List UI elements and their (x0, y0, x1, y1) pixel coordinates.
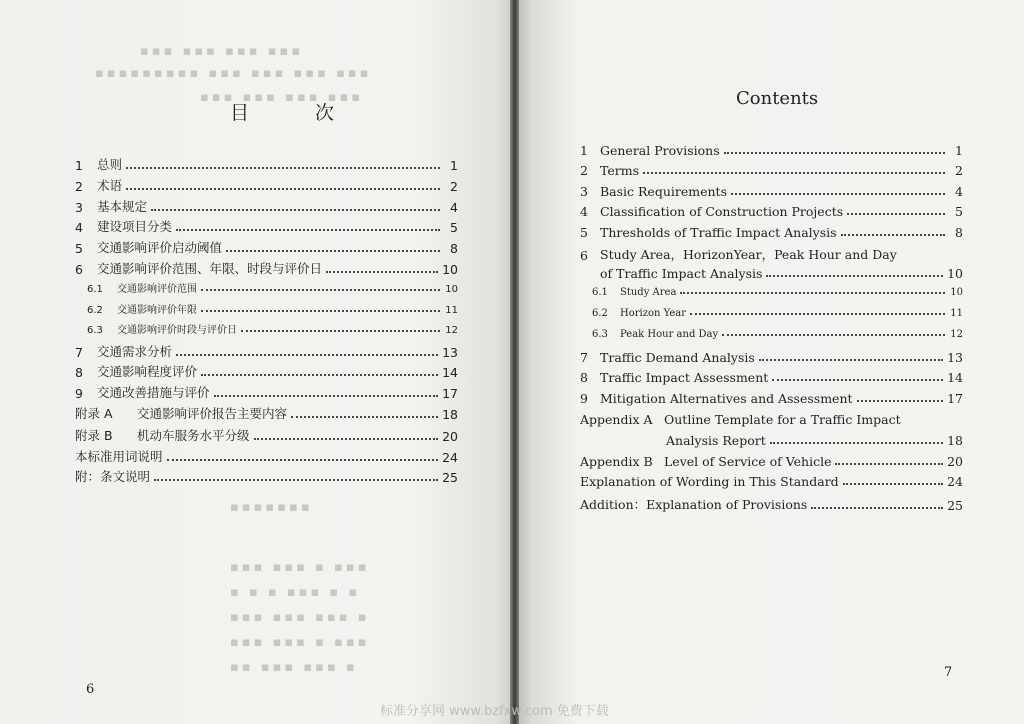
toc-entry-number: 6.2 (592, 308, 608, 319)
toc-entry (580, 184, 963, 199)
toc-entry-label: 附：条文说明 (75, 469, 151, 484)
toc-entry-page: 5 (450, 220, 458, 235)
toc-leader-dots (847, 213, 945, 215)
toc-entry-label: Traffic Demand Analysis (600, 350, 755, 365)
page-number-left: 6 (86, 682, 95, 697)
toc-entry-label: Traffic Impact Assessment (600, 370, 769, 385)
toc-entry-number: 5 (75, 241, 83, 256)
toc-leader-dots (643, 172, 945, 174)
toc-entry (580, 163, 963, 178)
toc-entry (592, 287, 963, 298)
toc-entry-label: Level of Service of Vehicle (664, 454, 832, 469)
toc-entry-page: 24 (947, 474, 963, 489)
toc-entry-page: 20 (442, 429, 458, 444)
toc-entry-page: 24 (442, 450, 458, 465)
toc-entry-page: 10 (947, 266, 963, 281)
toc-entry (580, 245, 963, 263)
toc-entry-page: 25 (947, 498, 963, 513)
toc-entry-page: 1 (450, 158, 458, 173)
toc-entry-number: 6 (580, 248, 588, 263)
toc-entry-label: 本标准用词说明 (75, 449, 163, 464)
toc-leader-dots (759, 359, 943, 361)
toc-leader-dots (326, 271, 438, 273)
toc-entry-label: 交通影响评价范围、年限、时段与评价日 (97, 261, 323, 276)
toc-leader-dots (214, 395, 439, 397)
toc-entry-label: 交通影响评价年限 (117, 305, 197, 316)
watermark-text: 标准分享网 www.bzfxw.com 免费下载 (380, 704, 609, 719)
toc-leader-dots (766, 275, 943, 277)
toc-entry-number: 4 (580, 204, 588, 219)
toc-entry (75, 155, 458, 173)
toc-entry-label: Outline Template for a Traffic Impact (664, 412, 901, 427)
toc-entry-label: 总则 (97, 157, 123, 172)
toc-entry-label: General Provisions (600, 143, 720, 158)
toc-entry-page: 14 (442, 365, 458, 380)
toc-title-chinese: 目 次 (230, 102, 365, 124)
toc-leader-dots (226, 250, 440, 252)
toc-entry (75, 467, 458, 485)
toc-entry-page: 1 (955, 143, 963, 158)
toc-entry-number: 2 (75, 179, 83, 194)
toc-leader-dots (254, 438, 439, 440)
toc-entry (75, 217, 458, 235)
toc-entry-page: 10 (442, 262, 458, 277)
toc-entry (592, 329, 963, 340)
toc-entry-label: of Traffic Impact Analysis (600, 266, 763, 281)
toc-entry-number: 9 (75, 386, 83, 401)
book-spine (510, 0, 519, 724)
toc-entry-page: 4 (450, 200, 458, 215)
toc-entry (87, 321, 458, 336)
toc-entry (580, 391, 963, 406)
toc-entry-page: 11 (445, 305, 458, 316)
toc-entry-label: 交通影响评价时段与评价日 (117, 325, 237, 336)
toc-entry-page: 5 (955, 204, 963, 219)
bleed-through-ghost: ▪▪▪ ▪▪▪ ▪ ▪▪▪ (230, 560, 370, 575)
toc-entry (75, 362, 458, 380)
toc-entry (75, 404, 458, 422)
bleed-through-ghost: ▪▪▪▪▪▪▪▪▪ ▪▪▪ ▪▪▪ ▪▪▪ ▪▪▪ (95, 66, 372, 81)
toc-entry-page: 12 (950, 329, 963, 340)
toc-entry-label: 交通改善措施与评价 (97, 385, 210, 400)
toc-entry (75, 176, 458, 194)
toc-entry-number: 1 (580, 143, 588, 158)
toc-entry-page: 11 (950, 308, 963, 319)
toc-entry-page: 10 (950, 287, 963, 298)
toc-entry-number: Appendix A (580, 412, 653, 427)
toc-leader-dots (680, 292, 945, 294)
toc-entry-page: 20 (947, 454, 963, 469)
toc-entry-label: Peak Hour and Day (620, 329, 719, 340)
toc-entry-number: 1 (75, 158, 83, 173)
toc-leader-dots (811, 507, 943, 509)
toc-entry-page: 14 (947, 370, 963, 385)
toc-entry-number: 2 (580, 163, 588, 178)
page-number-right: 7 (944, 665, 953, 680)
toc-entry-label: Addition：Explanation of Provisions (580, 497, 808, 512)
toc-entry-page: 2 (955, 163, 963, 178)
bleed-through-ghost: ▪▪▪ ▪▪▪ ▪▪▪ ▪ (230, 610, 370, 625)
toc-leader-dots (843, 483, 943, 485)
toc-entry-number: 7 (75, 345, 83, 360)
toc-entry-page: 8 (450, 241, 458, 256)
toc-entry-label: 交通需求分析 (97, 344, 173, 359)
toc-leader-dots (201, 374, 438, 376)
toc-leader-dots (201, 289, 440, 291)
toc-entry-number: 6.2 (87, 305, 103, 316)
toc-leader-dots (690, 313, 945, 315)
toc-entry-number: 5 (580, 225, 588, 240)
toc-entry-page: 13 (442, 345, 458, 360)
toc-leader-dots (126, 167, 440, 169)
toc-leader-dots (126, 188, 440, 190)
toc-entry-number: 3 (580, 184, 588, 199)
toc-entry (75, 383, 458, 401)
bleed-through-ghost: ▪▪▪▪▪▪▪ (230, 500, 313, 515)
toc-entry-number: 7 (580, 350, 588, 365)
toc-entry (580, 474, 963, 489)
toc-entry-number: 附录 B (75, 428, 113, 443)
toc-entry (592, 308, 963, 319)
toc-entry (75, 238, 458, 256)
toc-entry-page: 12 (445, 325, 458, 336)
toc-entry (580, 454, 963, 469)
toc-entry-label: Thresholds of Traffic Impact Analysis (600, 225, 837, 240)
toc-entry-number: 6.1 (592, 287, 608, 298)
toc-entry-page: 8 (955, 225, 963, 240)
toc-entry-number: 4 (75, 220, 83, 235)
toc-entry-label: Classification of Construction Projects (600, 204, 844, 219)
toc-entry-label: Terms (600, 163, 640, 178)
toc-entry-number: 8 (75, 365, 83, 380)
toc-entry (87, 280, 458, 295)
toc-entry-label: 交通影响评价范围 (117, 284, 197, 295)
toc-entry-label: 术语 (97, 178, 123, 193)
toc-leader-dots (724, 152, 945, 154)
toc-leader-dots (241, 330, 440, 332)
toc-entry-label: Basic Requirements (600, 184, 727, 199)
toc-leader-dots (722, 334, 945, 336)
toc-entry (75, 197, 458, 215)
toc-title-english: Contents (736, 88, 819, 109)
toc-entry-number: Appendix B (580, 454, 653, 469)
toc-entry-label: 交通影响程度评价 (97, 364, 198, 379)
toc-entry-page: 13 (947, 350, 963, 365)
toc-entry-page: 17 (947, 391, 963, 406)
toc-leader-dots (835, 463, 943, 465)
toc-entry (580, 350, 963, 365)
toc-leader-dots (772, 379, 943, 381)
toc-leader-dots (176, 354, 438, 356)
toc-entry-number: 6.3 (592, 329, 608, 340)
toc-leader-dots (176, 229, 440, 231)
toc-entry-label: 交通影响评价启动阈值 (97, 240, 223, 255)
toc-entry-label: Study Area，HorizonYear，Peak Hour and Day (600, 247, 897, 262)
toc-entry-label: 建设项目分类 (97, 219, 173, 234)
toc-entry-page: 18 (947, 433, 963, 448)
toc-entry (580, 433, 963, 448)
toc-entry-page: 18 (442, 407, 458, 422)
toc-leader-dots (154, 479, 438, 481)
toc-entry-page: 17 (442, 386, 458, 401)
toc-entry-number: 6 (75, 262, 83, 277)
toc-entry-label: 基本规定 (97, 199, 148, 214)
bleed-through-ghost: ▪▪▪ ▪▪▪ ▪▪▪ ▪▪▪ (140, 44, 304, 59)
toc-entry (580, 266, 963, 281)
toc-entry (580, 495, 963, 513)
toc-entry-page: 2 (450, 179, 458, 194)
toc-entry (87, 301, 458, 316)
toc-entry-label: Study Area (620, 287, 677, 298)
toc-entry (75, 426, 458, 444)
toc-entry (75, 342, 458, 360)
toc-entry-number: 6.3 (87, 325, 103, 336)
toc-leader-dots (770, 442, 943, 444)
toc-entry (580, 370, 963, 385)
toc-entry (580, 143, 963, 158)
toc-leader-dots (151, 209, 440, 211)
toc-entry-label: Explanation of Wording in This Standard (580, 474, 839, 489)
toc-entry-label: Horizon Year (620, 308, 687, 319)
toc-leader-dots (167, 459, 439, 461)
bleed-through-ghost: ▪▪ ▪▪▪ ▪▪▪ ▪ (230, 660, 358, 675)
toc-entry-number: 6.1 (87, 284, 103, 295)
bleed-through-ghost: ▪ ▪ ▪ ▪▪▪ ▪ ▪ (230, 585, 361, 600)
toc-entry-label: 机动车服务水平分级 (137, 428, 250, 443)
toc-entry-label: Mitigation Alternatives and Assessment (600, 391, 853, 406)
toc-entry (75, 447, 458, 465)
toc-entry (580, 412, 963, 427)
toc-leader-dots (731, 193, 945, 195)
toc-entry-label: 交通影响评价报告主要内容 (137, 406, 288, 421)
toc-entry-page: 10 (445, 284, 458, 295)
toc-entry-page: 25 (442, 470, 458, 485)
toc-leader-dots (857, 400, 944, 402)
bleed-through-ghost: ▪▪▪ ▪▪▪ ▪ ▪▪▪ (230, 635, 370, 650)
toc-entry (580, 204, 963, 219)
toc-leader-dots (841, 234, 945, 236)
toc-leader-dots (291, 416, 438, 418)
toc-entry-label: Analysis Report (666, 433, 766, 448)
toc-entry-number: 8 (580, 370, 588, 385)
toc-entry-number: 3 (75, 200, 83, 215)
toc-leader-dots (201, 310, 440, 312)
toc-entry (580, 225, 963, 240)
toc-entry-number: 附录 A (75, 406, 113, 421)
toc-entry-number: 9 (580, 391, 588, 406)
bleed-through-ghost: ▪▪▪ ▪▪▪ ▪▪▪ ▪▪▪ (200, 90, 364, 105)
toc-entry (75, 259, 458, 277)
toc-entry-page: 4 (955, 184, 963, 199)
